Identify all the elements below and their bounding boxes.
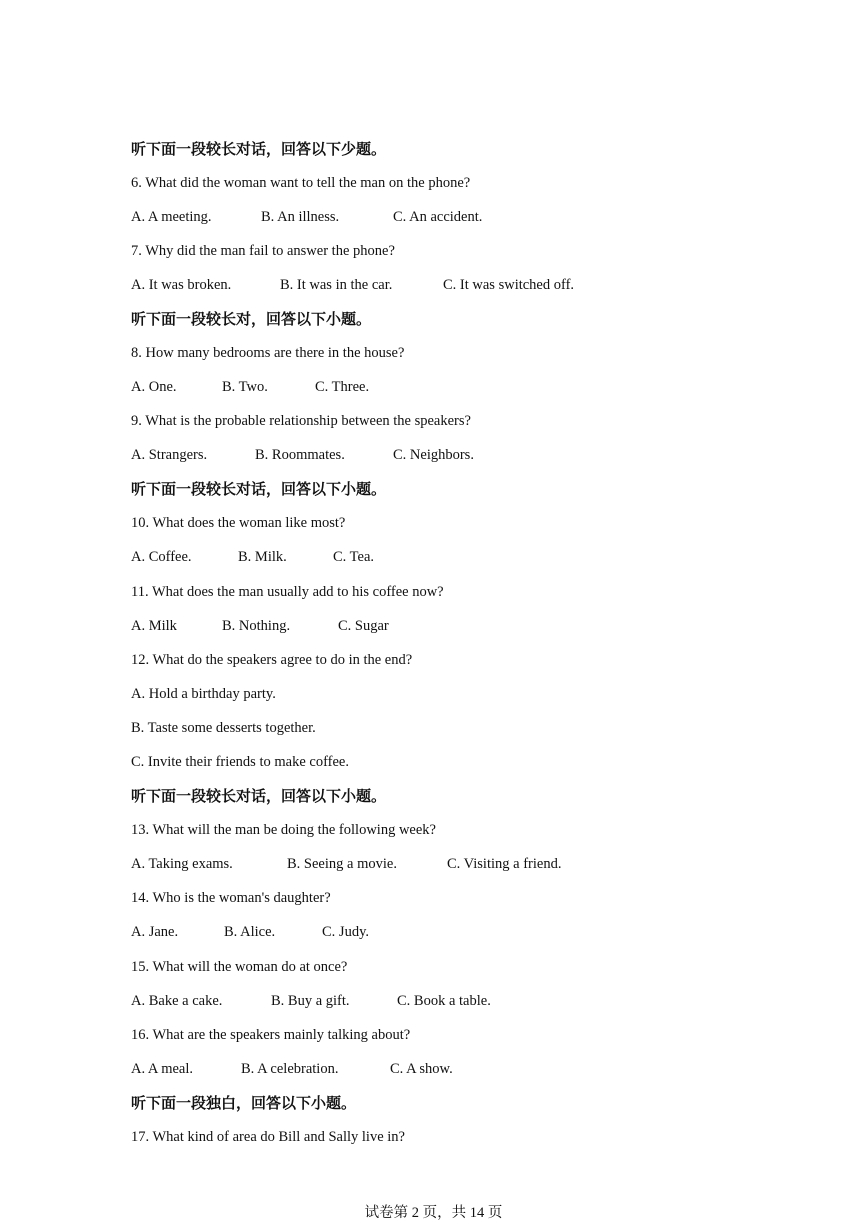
option-b: B. It was in the car. <box>280 277 393 293</box>
option-b: B. A celebration. <box>241 1061 339 1077</box>
question-text: 14. Who is the woman's daughter? <box>131 890 331 906</box>
question-text: 15. What will the woman do at once? <box>131 959 348 975</box>
option-a: A. A meeting. <box>131 209 212 225</box>
options-row <box>131 275 731 295</box>
question-text: 6. What did the woman want to tell the man on the phone? <box>131 175 471 191</box>
option-a: A. Coffee. <box>131 549 192 565</box>
option-a: A. Jane. <box>131 924 179 940</box>
question-text: 13. What will the man be doing the following week? <box>131 822 436 838</box>
option-a: A. Hold a birthday party. <box>131 686 276 702</box>
options-row <box>131 445 731 465</box>
option-c: C. Sugar <box>338 618 389 634</box>
option-c: C. A show. <box>390 1061 453 1077</box>
section-heading: 听下面一段独白，回答以下小题。 <box>131 1094 357 1112</box>
question-text: 9. What is the probable relationship between the speakers? <box>131 413 471 429</box>
question-text: 10. What does the woman like most? <box>131 515 346 531</box>
option-c: C. It was switched off. <box>443 277 575 293</box>
option-b: B. Taste some desserts together. <box>131 720 316 736</box>
option-c: C. Invite their friends to make coffee. <box>131 754 349 770</box>
options-row <box>131 922 731 942</box>
options-row <box>131 616 731 636</box>
section-heading: 听下面一段较长对话，回答以下小题。 <box>131 480 387 498</box>
options-row <box>131 991 731 1011</box>
options-row <box>131 207 731 227</box>
option-c: C. Tea. <box>333 549 375 565</box>
option-c: C. An accident. <box>393 209 483 225</box>
option-a: A. It was broken. <box>131 277 232 293</box>
options-row <box>131 854 731 874</box>
option-c: C. Three. <box>315 379 370 395</box>
option-a: A. Strangers. <box>131 447 208 463</box>
section-heading: 听下面一段较长对，回答以下小题。 <box>131 310 372 328</box>
option-b: B. Seeing a movie. <box>287 856 397 872</box>
option-b: B. Alice. <box>224 924 276 940</box>
question-text: 8. How many bedrooms are there in the house? <box>131 345 405 361</box>
option-c: C. Book a table. <box>397 993 491 1009</box>
options-row <box>131 547 731 567</box>
option-b: B. Roommates. <box>255 447 345 463</box>
option-b: B. An illness. <box>261 209 340 225</box>
option-b: B. Two. <box>222 379 268 395</box>
option-b: B. Buy a gift. <box>271 993 350 1009</box>
option-b: B. Milk. <box>238 549 287 565</box>
section-heading: 听下面一段较长对话，回答以下小题。 <box>131 787 387 805</box>
option-a: A. A meal. <box>131 1061 194 1077</box>
question-text: 17. What kind of area do Bill and Sally live in? <box>131 1129 405 1145</box>
page-footer: 试卷第 2 页，共 14 页 <box>364 1205 503 1221</box>
question-text: 16. What are the speakers mainly talking about? <box>131 1027 411 1043</box>
option-a: A. One. <box>131 379 177 395</box>
section-heading: 听下面一段较长对话，回答以下少题。 <box>131 140 387 158</box>
option-a: A. Milk <box>131 618 177 634</box>
question-text: 12. What do the speakers agree to do in the end? <box>131 652 413 668</box>
option-a: A. Bake a cake. <box>131 993 223 1009</box>
options-row <box>131 377 731 397</box>
option-c: C. Judy. <box>322 924 369 940</box>
option-b: B. Nothing. <box>222 618 291 634</box>
options-row <box>131 1059 731 1079</box>
question-text: 7. Why did the man fail to answer the phone? <box>131 243 395 259</box>
option-c: C. Visiting a friend. <box>447 856 562 872</box>
question-text: 11. What does the man usually add to his coffee now? <box>131 584 444 600</box>
option-c: C. Neighbors. <box>393 447 474 463</box>
option-a: A. Taking exams. <box>131 856 233 872</box>
